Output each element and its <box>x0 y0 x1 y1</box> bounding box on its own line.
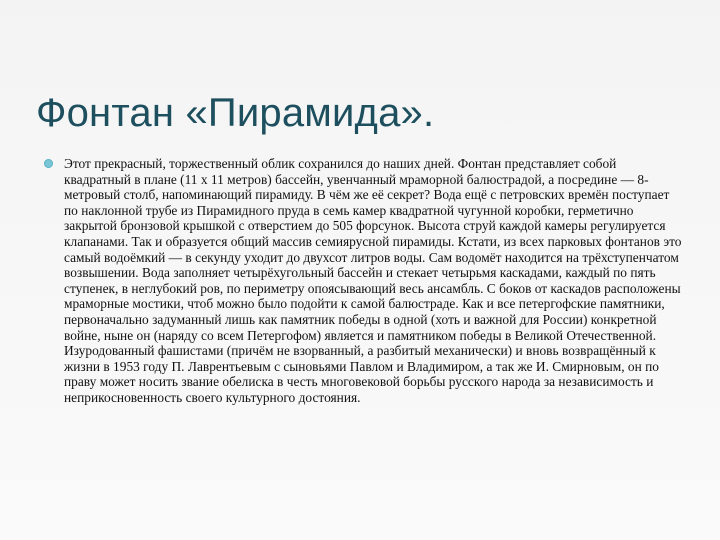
bullet-text: Этот прекрасный, торжественный облик сохранился до наших дней. Фонтан представляет собой квадратный в плане (11 х 11 метров) бассейн, увенчанный мраморной балюстрадой, а посредине — 8-метровый столб, напоминающий пирамиду. В чём же её секрет? Вода ещё с петровских времён поступает по наклонной трубе из Пирамидного пруда в семь камер квадратной чугунной коробки, герметично закрытой бронзовой крышкой с отверстием до 505 форсунок. Высота струй каждой камеры регулируется клапанами. Так и образуется общий массив семиярусной пирамиды. Кстати, из всех парковых фонтанов это самый водоёмкий — в секунду уходит до двухсот литров воды. Сам водомёт находится на трёхступенчатом возвышении. Вода заполняет четырёхугольный бассейн и стекает четырьмя каскадами, каждый по пять ступенек, в неглубокий ров, по периметру опоясывающий весь ансамбль. С боков от каскадов расположены мраморные мостики, чтоб можно было подойти к самой балюстраде. Как и все петергофские памятники, первоначально задуманный лишь как памятник победы в одной (хоть и важной для России) конкретной войне, ныне он (наряду со всем Петергофом) является и памятником победы в Великой Отечественной. Изуродованный фашистами (причём не взорванный, а разбитый механически) и вновь возвращённый к жизни в 1953 году П. Лаврентьевым с сыновьями Павлом и Владимиром, а так же И. Смирновым, он по праву может носить звание обелиска в честь многовековой борьбы русского народа за независимость и неприкосновенность своего культурного достояния. <box>64 156 682 405</box>
slide-title: Фонтан «Пирамида». <box>36 91 435 135</box>
bullet-item <box>44 156 684 406</box>
bullet-dot-icon <box>44 159 53 168</box>
slide-content <box>44 156 684 406</box>
